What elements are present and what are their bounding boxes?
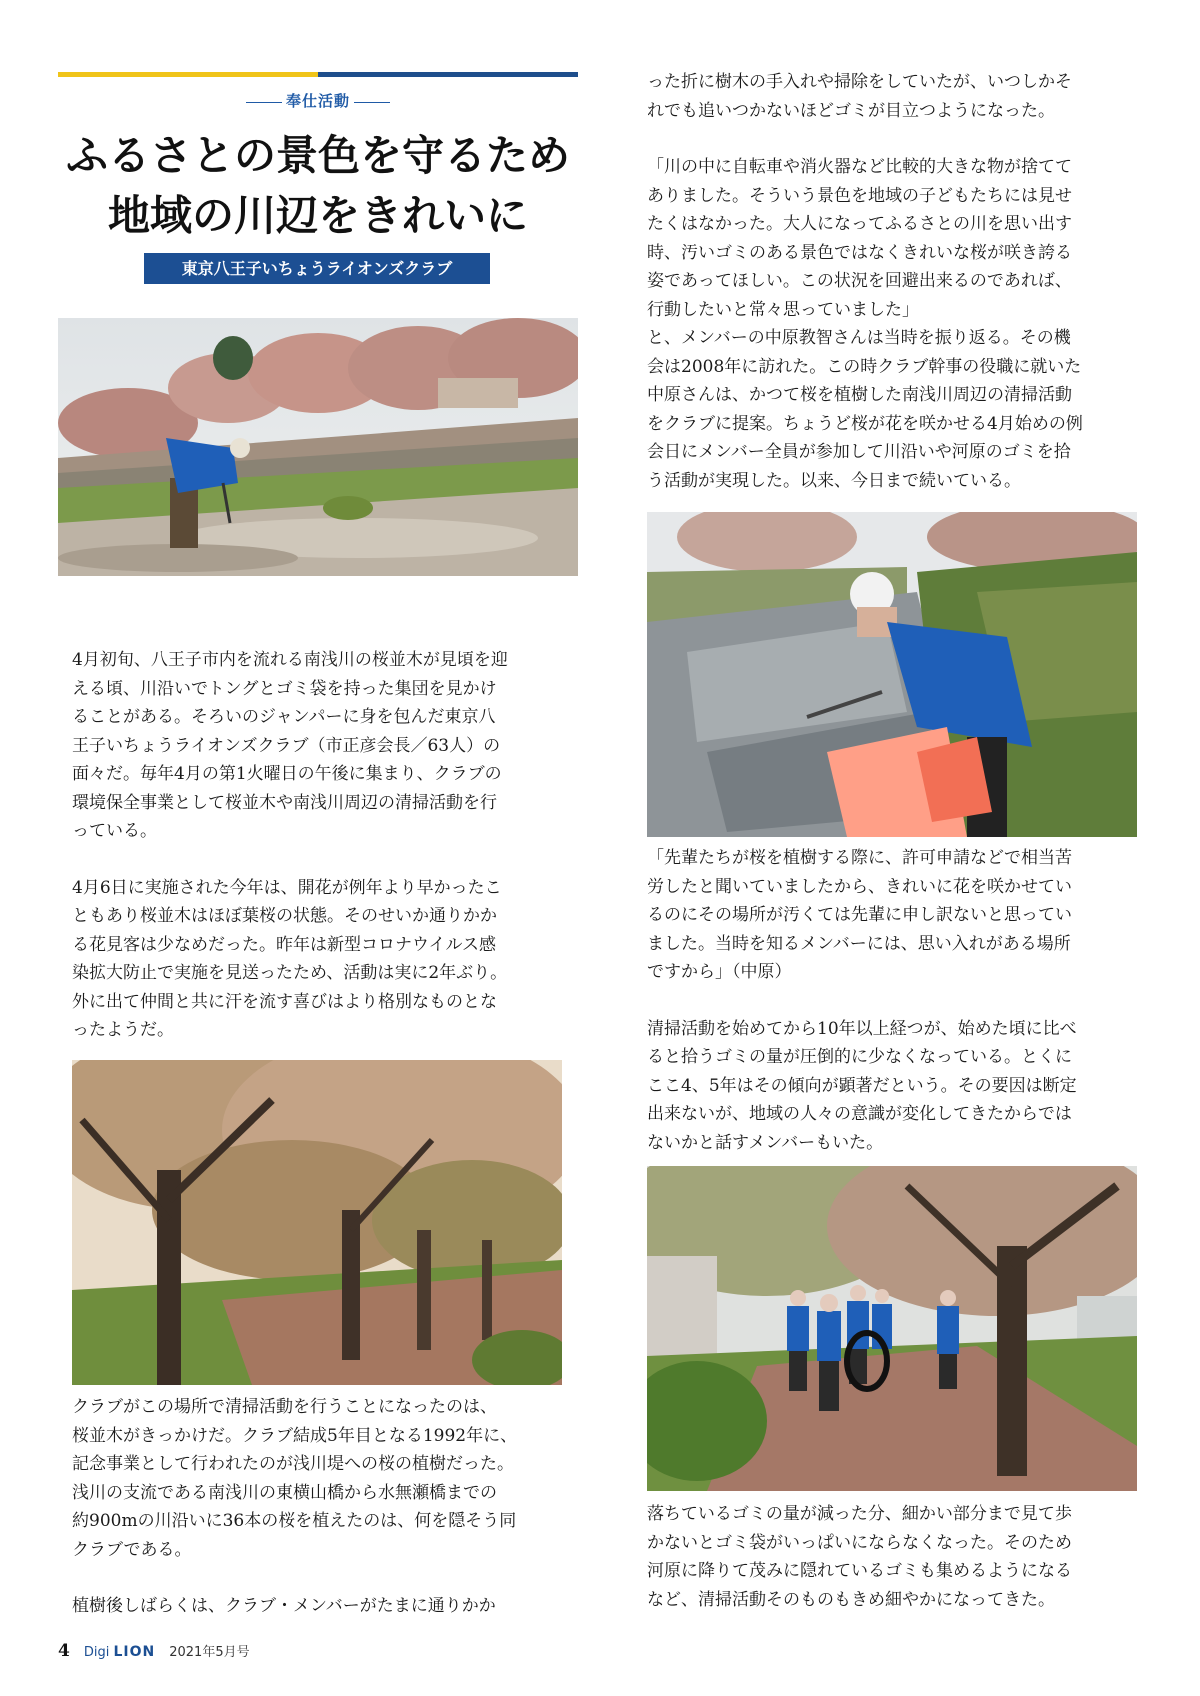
paragraph: 4月初旬、八王子市内を流れる南浅川の桜並木が見頃を迎 える頃、川沿いでトングとゴミ袋を持った集団を見かけ ることがある。そろいのジャンパーに身を包んだ東京八 王子いちょうライオンズクラブ（市正彦会長／63人）の 面々だ。毎年4月の第1火曜日の午後に集まり、クラブの 環境保全事業として桜並木や南浅川周辺の清掃活動を行 っている。 (72, 650, 508, 841)
paragraph: 4月6日に実施された今年は、開花が例年より早かったこ ともあり桜並木はほぼ葉桜の状態。そのせいか通りかか る花見客は少なめだった。昨年は新型コロナウイルス感 染拡大防止で実施を見送ったため、活動は実に2年ぶり。 外に出て仲間と共に汗を流す喜びはより格別なものとな ったようだ。 (72, 877, 508, 1040)
brand-prefix: Digi (83, 1645, 110, 1660)
issue-date: 2021年5月号 (169, 1645, 250, 1660)
club-name-badge: 東京八王子いちょうライオンズクラブ (144, 253, 490, 284)
paragraph: 落ちているゴミの量が減った分、細かい部分まで見て歩 かないとゴミ袋がいっぱいにならなくなった。そのため 河原に降りて茂みに隠れているゴミも集めるようになる など、清掃活動そのものもきめ細やかになってきた。 (647, 1504, 1072, 1610)
title-line-1: ふるさとの景色を守るため (65, 131, 570, 180)
paragraph: った折に樹木の手入れや掃除をしていたが、いつしかそ れでも追いつかないほどゴミが目立つようになった。 (647, 72, 1072, 121)
header-rule-yellow (58, 72, 318, 77)
left-column-text-top (72, 646, 572, 1045)
paragraph: クラブがこの場所で清掃活動を行うことになったのは、 桜並木がきっかけだ。クラブ結成5年目となる1992年に、 記念事業として行われたのが浅川堤への桜の植樹だった。 浅川の支流である南浅川の東横山橋から水無瀬橋までの 約900mの川沿いに36本の桜を植えたのは、何を隠そう同 クラブである。 (72, 1397, 518, 1560)
photo-cherry-tree-avenue (72, 1060, 562, 1385)
left-column-text-bottom (72, 1393, 592, 1621)
right-column-text-top (647, 68, 1147, 495)
header-rule-blue (318, 72, 578, 77)
title-line-2: 地域の川辺をきれいに (107, 191, 528, 240)
article-title (58, 126, 578, 246)
page-number: 4 (58, 1641, 70, 1661)
brand-name: LION (113, 1644, 156, 1660)
paragraph: 植樹後しばらくは、クラブ・メンバーがたまに通りかか (72, 1596, 496, 1616)
magazine-brand (84, 1644, 155, 1660)
right-column-text-middle (647, 844, 1147, 1157)
page-footer (58, 1641, 250, 1663)
category-text: 奉仕活動 (285, 92, 350, 110)
header-rule (58, 72, 578, 77)
photo-member-with-tongs (647, 512, 1137, 837)
category-dash-right (354, 102, 390, 103)
category-label (58, 90, 578, 111)
photo-riverbank-cleanup (58, 318, 578, 576)
paragraph: 「川の中に自転車や消火器など比較的大きな物が捨てて ありました。そういう景色を地域の子どもたちには見せ たくはなかった。大人になってふるさとの川を思い出す 時、汚いゴミのある景色ではなくきれいな桜が咲き誇る 姿であってほしい。この状況を回避出来るのであれば、 行動したいと常々思っていました」 と、メンバーの中原教智さんは当時を振り返る。その機 会は2008年に訪れた。この時クラブ幹事の役職に就いた 中原さんは、かつて桜を植樹した南浅川周辺の清掃活動 をクラブに提案。ちょうど桜が花を咲かせる4月始めの例 会日にメンバー全員が参加して川沿いや河原のゴミを拾 う活動が実現した。以来、今日まで続いている。 (647, 157, 1083, 491)
paragraph: 清掃活動を始めてから10年以上経つが、始めた頃に比べ ると拾うゴミの量が圧倒的に少なくなっている。とくに ここ4、5年はその傾向が顕著だという。その要因は断定 出来ないが、地域の人々の意識が変化してきたからでは ないかと話すメンバーもいた。 (647, 1018, 1077, 1153)
right-column-text-bottom (647, 1500, 1147, 1614)
paragraph: 「先輩たちが桜を植樹する際に、許可申請などで相当苦 労したと聞いていましたから、きれいに花を咲かせてい るのにその場所が汚くては先輩に申し訳ないと思ってい ました。当時を知るメンバーには、思い入れがある場所 ですから」（中原） (647, 848, 1072, 982)
category-dash-left (246, 102, 282, 103)
photo-group-walking (647, 1166, 1137, 1491)
